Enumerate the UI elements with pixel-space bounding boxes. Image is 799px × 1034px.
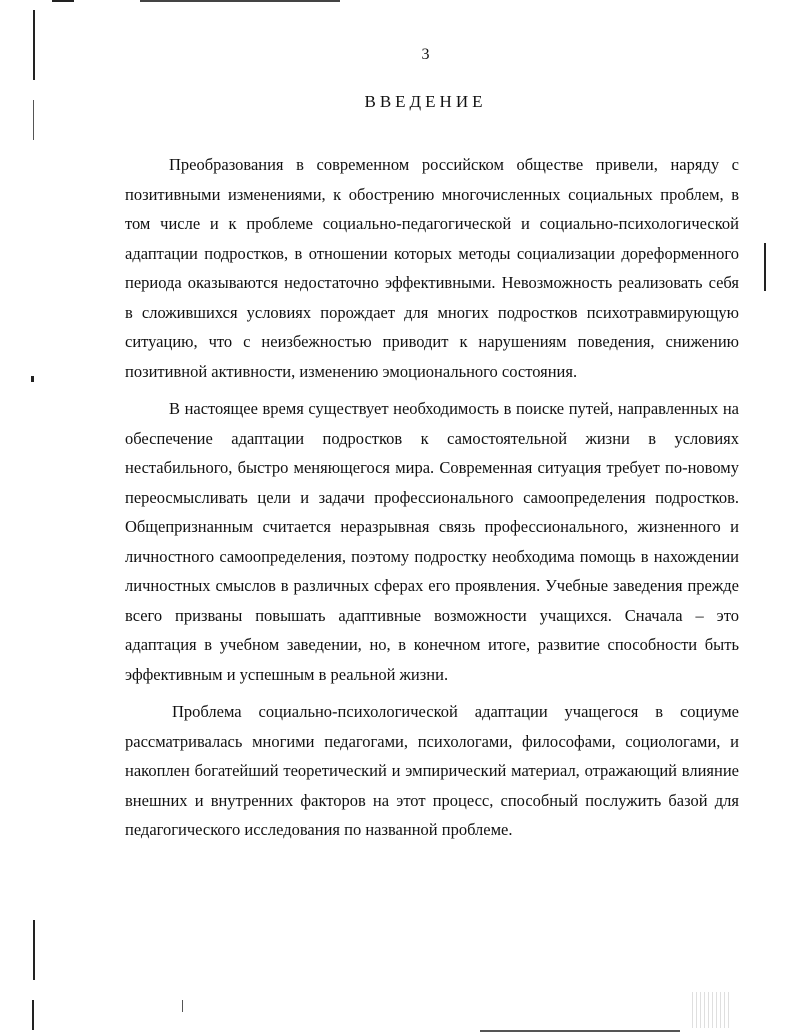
scan-artifact	[31, 376, 34, 382]
body-text	[125, 150, 739, 853]
scan-artifact	[480, 1030, 680, 1032]
paragraph: Преобразования в современном российском обществе привели, наряду с позитивными изменениями, к обострению многочисленных социальных проблем, в том числе и к проблеме социально-педагогической и социально-психологической адаптации подростков, в отношении которых методы социализации дореформенного периода оказываются недостаточно эффективными. Невозможность реализовать себя в сложившихся условиях порождает для многих подростков психотравмирующую ситуацию, что с неизбежностью приводит к нарушениям поведения, снижению позитивной активности, изменению эмоционального состояния.	[125, 155, 739, 381]
scan-artifact	[52, 0, 74, 2]
scan-artifact	[692, 992, 732, 1028]
page-number: 3	[421, 46, 430, 63]
paragraph: В настоящее время существует необходимость в поиске путей, направленных на обеспечение адаптации подростков к самостоятельной жизни в условиях нестабильного, быстро меняющегося мира. Современная ситуация требует по-новому переосмысливать цели и задачи профессионального самоопределения подростков. Общепризнанным считается неразрывная связь профессионального, жизненного и личностного самоопределения, поэтому подростку необходима помощь в нахождении личностных смыслов в различных сферах его проявления. Учебные заведения прежде всего призваны повышать адаптивные возможности учащихся. Сначала – это адаптация в учебном заведении, но, в конечном итоге, развитие способности быть эффективным и успешным в реальной жизни.	[125, 399, 739, 684]
scan-artifact	[33, 920, 35, 980]
page-title: ВВЕДЕНИЕ	[364, 92, 487, 111]
scan-artifact	[33, 10, 35, 80]
scan-artifact	[764, 243, 766, 291]
scan-artifact	[32, 1000, 34, 1030]
paragraph: Проблема социально-психологической адаптации учащегося в социуме рассматривалась многими педагогами, психологами, философами, социологами, и накоплен богатейший теоретический и эмпирический материал, отражающий влияние внешних и внутренних факторов на этот процесс, способный послужить базой для педагогического исследования по названной проблеме.	[125, 702, 739, 839]
scan-artifact	[140, 0, 340, 2]
scan-artifact	[182, 1000, 183, 1012]
